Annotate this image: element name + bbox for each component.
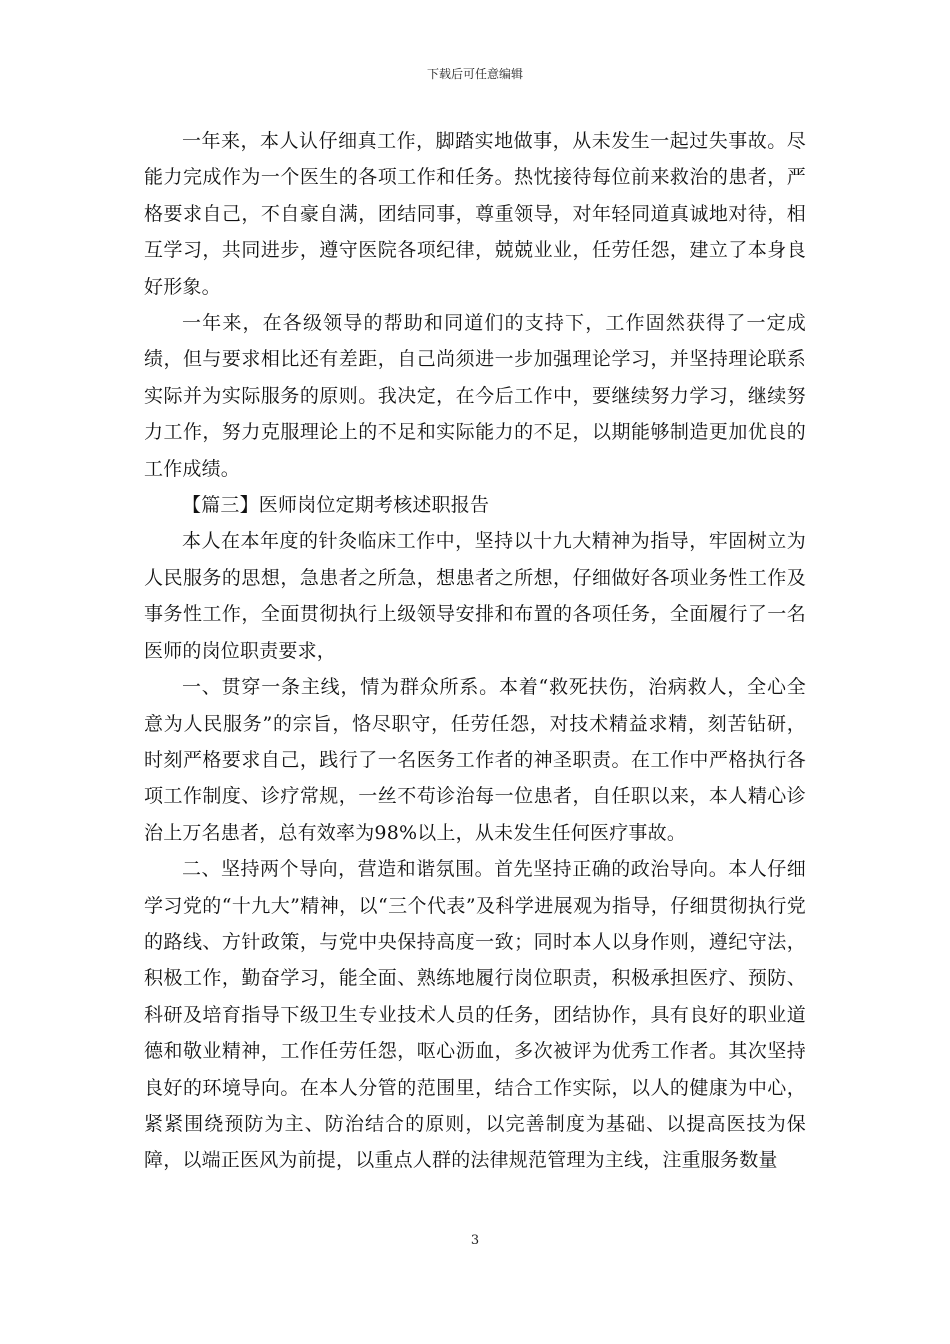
page-header-note: 下载后可任意编辑: [426, 67, 523, 81]
document-body: [144, 123, 806, 1179]
section-heading: 【篇三】医师岗位定期考核述职报告: [182, 494, 490, 517]
paragraph-intro: 本人在本年度的针灸临床工作中，坚持以十九大精神为指导，牢固树立为人民服务的思想，急患者之所急，想患者之所想，仔细做好各项业务性工作及事务性工作，全面贯彻执行上级领导安排和布置的各项任务，全面履行了一名医师的岗位职责要求，: [144, 530, 806, 662]
paragraph-achievements: 一年来，在各级领导的帮助和同道们的支持下，工作固然获得了一定成绩，但与要求相比还有差距，自己尚须进一步加强理论学习，并坚持理论联系实际并为实际服务的原则。我决定，在今后工作中，要继续努力学习，继续努力工作，努力克服理论上的不足和实际能力的不足，以期能够制造更加优良的工作成绩。: [144, 312, 806, 480]
page-number: 3: [470, 1233, 480, 1248]
paragraph-work-summary: 一年来，本人认仔细真工作，脚踏实地做事，从未发生一起过失事故。尽能力完成作为一个医生的各项工作和任务。热忱接待每位前来救治的患者，严格要求自己，不自豪自满，团结同事，尊重领导，对年轻同道真诚地对待，相互学习，共同进步，遵守医院各项纪律，兢兢业业，任劳任怨，建立了本身良好形象。: [144, 130, 806, 298]
paragraph-point-one: 一、贯穿一条主线，情为群众所系。本着“救死扶伤，治病救人，全心全意为人民服务”的宗旨，恪尽职守，任劳任怨，对技术精益求精，刻苦钻研，时刻严格要求自己，践行了一名医务工作者的神圣职责。在工作中严格执行各项工作制度、诊疗常规，一丝不苟诊治每一位患者，自任职以来，本人精心诊治上万名患者，总有效率为98%以上，从未发生任何医疗事故。: [144, 676, 806, 844]
paragraph-point-two: 二、坚持两个导向，营造和谐氛围。首先坚持正确的政治导向。本人仔细学习党的“十九大”精神，以“三个代表”及科学进展观为指导，仔细贯彻执行党的路线、方针政策，与党中央保持高度一致；同时本人以身作则，遵纪守法，积极工作，勤奋学习，能全面、熟练地履行岗位职责，积极承担医疗、预防、科研及培育指导下级卫生专业技术人员的任务，团结协作，具有良好的职业道德和敬业精神，工作任劳任怨，呕心沥血，多次被评为优秀工作者。其次坚持良好的环境导向。在本人分管的范围里，结合工作实际，以人的健康为中心，紧紧围绕预防为主、防治结合的原则，以完善制度为基础、以提高医技为保障，以端正医风为前提，以重点人群的法律规范管理为主线，注重服务数量: [144, 858, 806, 1172]
